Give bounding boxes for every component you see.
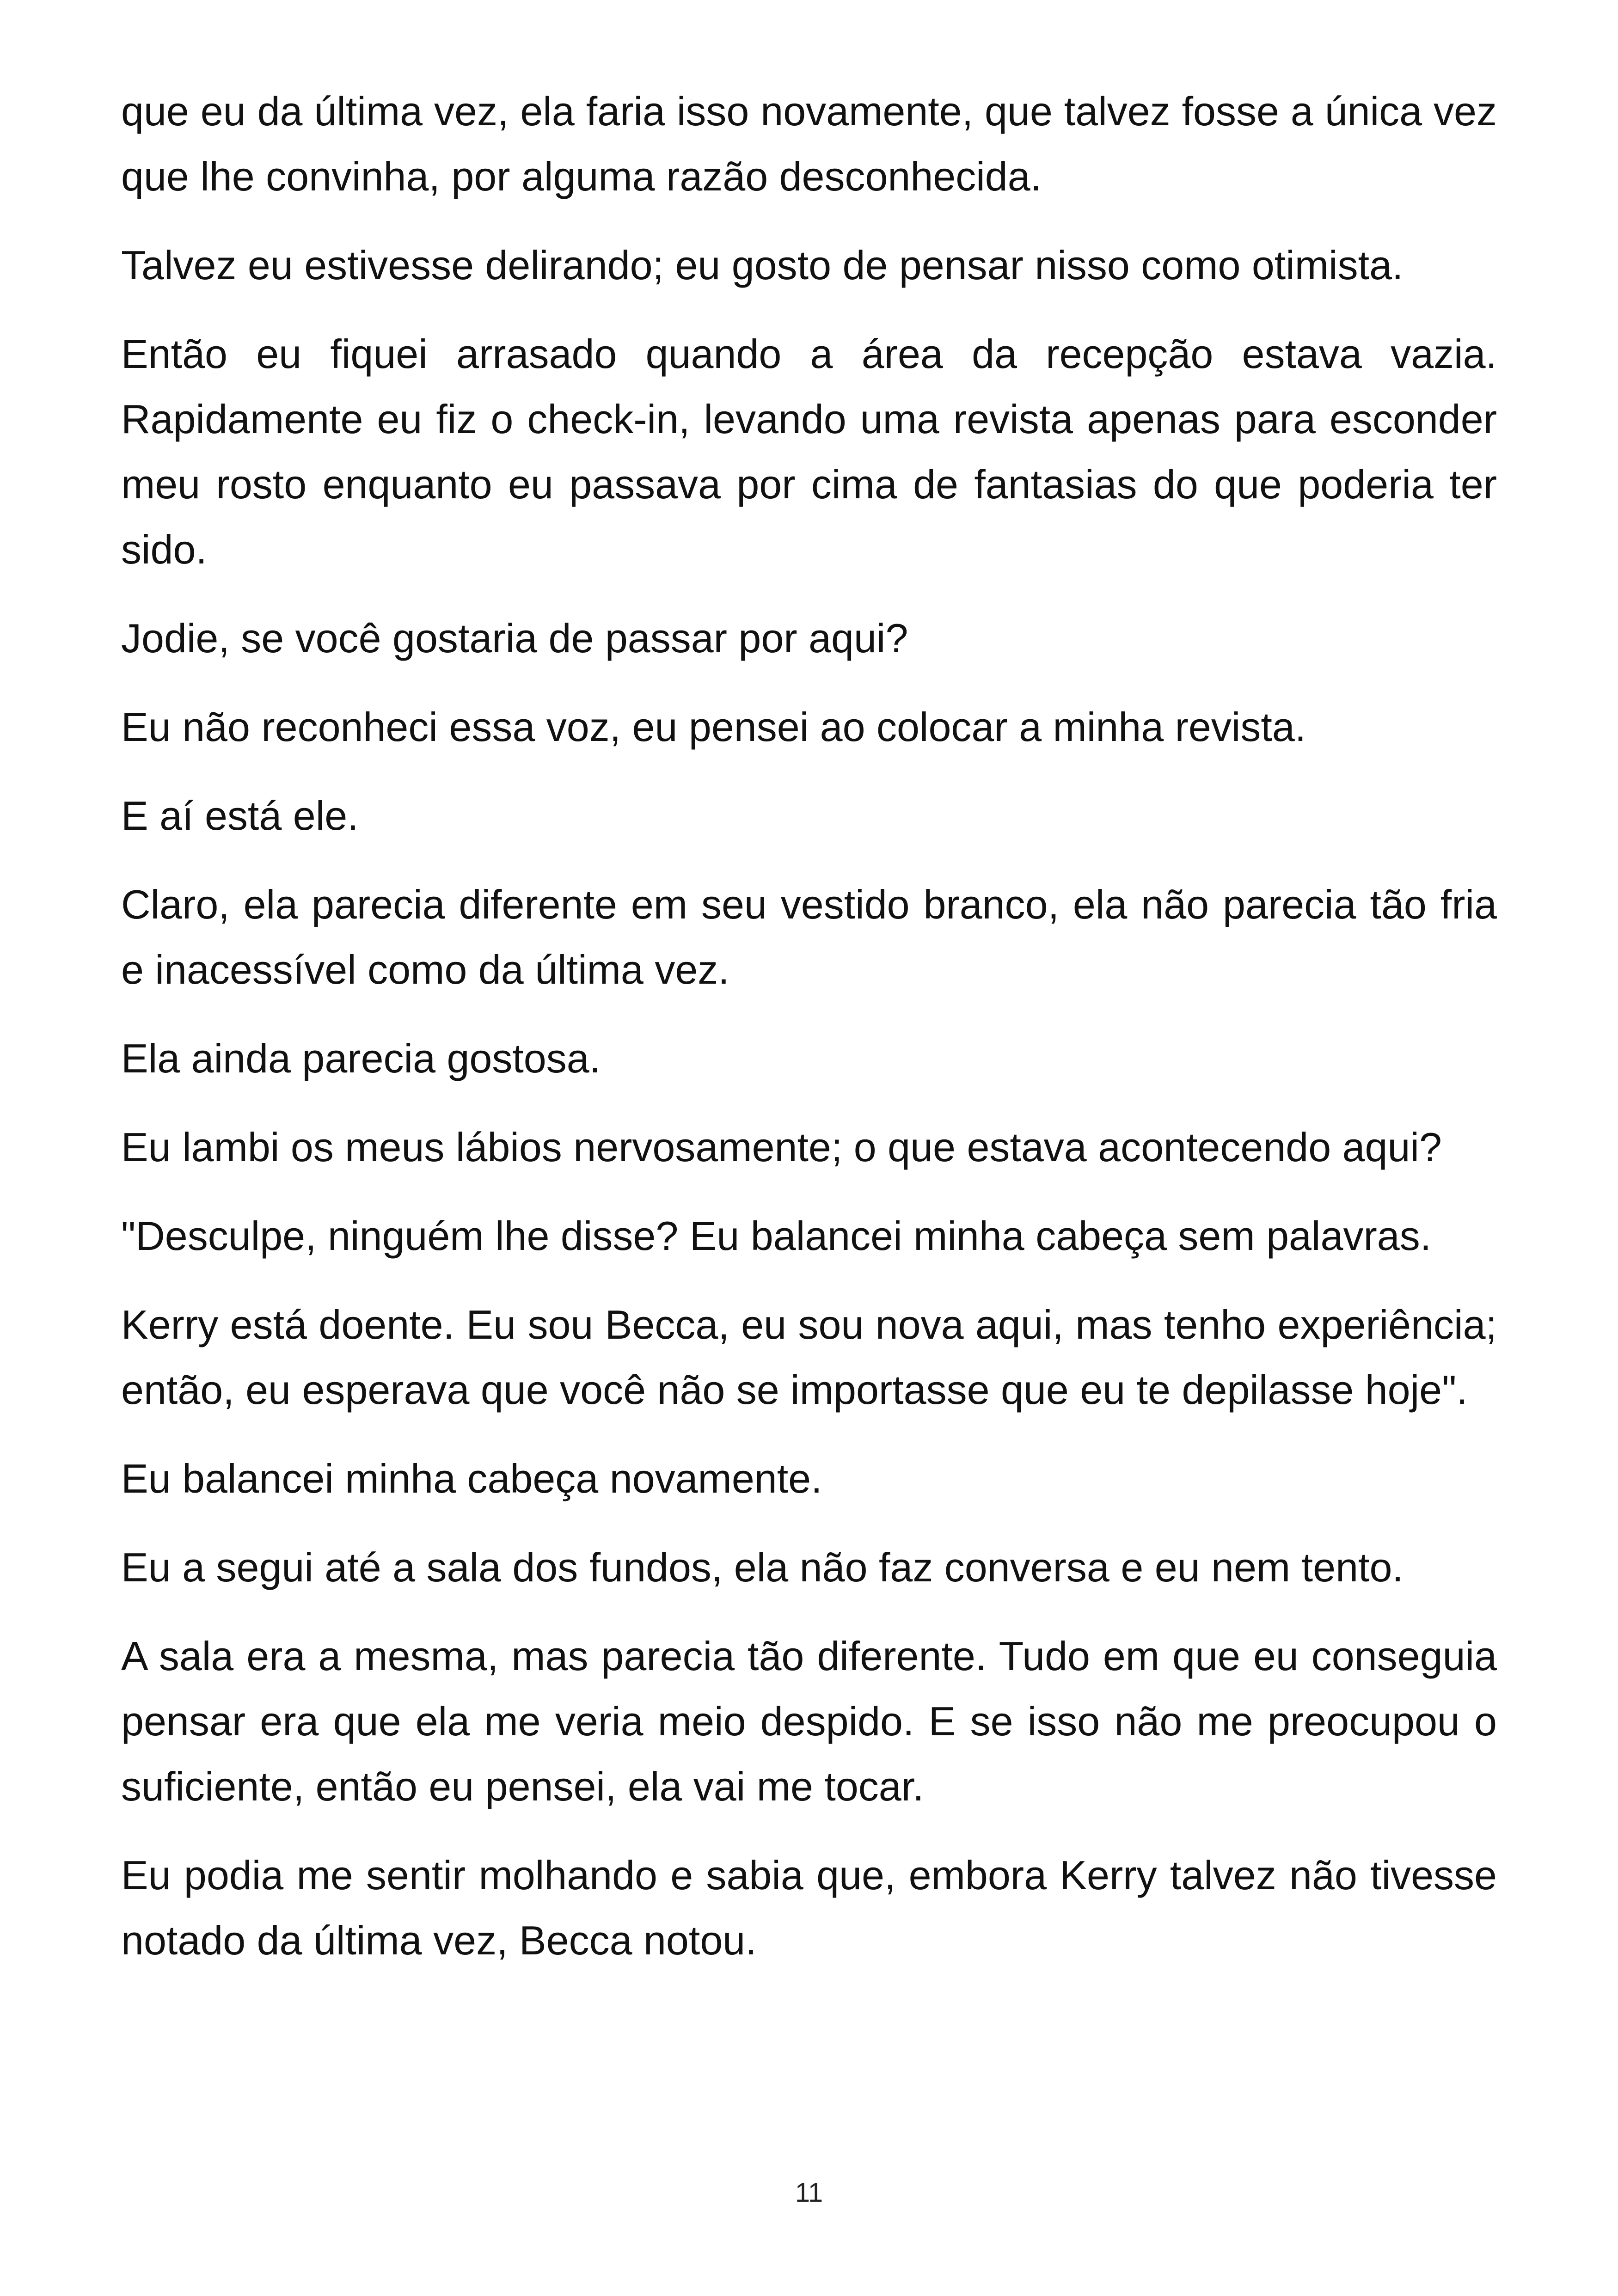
paragraph: Eu lambi os meus lábios nervosamente; o que estava acontecendo aqui? — [121, 1124, 1442, 1170]
paragraph: Ela ainda parecia gostosa. — [121, 1035, 601, 1081]
paragraph: A sala era a mesma, mas parecia tão diferente. Tudo em que eu conseguia pensar era que ela me veria meio despido. E se isso não me preocupou o suficiente, então eu pensei, ela vai me tocar. — [121, 1633, 1497, 1809]
paragraph: Eu balancei minha cabeça novamente. — [121, 1456, 822, 1501]
paragraph: Então eu fiquei arrasado quando a área da recepção estava vazia. Rapidamente eu fiz o check-in, levando uma revista apenas para esconder meu rosto enquanto eu passava por cima de fantasias do que poderia ter sido. — [121, 331, 1497, 572]
paragraph: que eu da última vez, ela faria isso novamente, que talvez fosse a única vez que lhe convinha, por alguma razão desconhecida. — [121, 88, 1497, 199]
paragraph: Eu a segui até a sala dos fundos, ela não faz conversa e eu nem tento. — [121, 1544, 1403, 1590]
paragraph: Claro, ela parecia diferente em seu vestido branco, ela não parecia tão fria e inacessível como da última vez. — [121, 882, 1497, 992]
paragraph: Eu não reconheci essa voz, eu pensei ao colocar a minha revista. — [121, 704, 1306, 750]
paragraph: E aí está ele. — [121, 793, 359, 839]
paragraph: "Desculpe, ninguém lhe disse? Eu balancei minha cabeça sem palavras. — [121, 1213, 1432, 1259]
paragraph: Eu podia me sentir molhando e sabia que, embora Kerry talvez não tivesse notado da última vez, Becca notou. — [121, 1852, 1497, 1963]
paragraph: Talvez eu estivesse delirando; eu gosto de pensar nisso como otimista. — [121, 242, 1403, 288]
paragraph: Jodie, se você gostaria de passar por aqui? — [121, 615, 908, 661]
document-body — [121, 79, 1497, 1996]
paragraph: Kerry está doente. Eu sou Becca, eu sou nova aqui, mas tenho experiência; então, eu esperava que você não se importasse que eu te depilasse hoje". — [121, 1302, 1497, 1413]
page-number: 11 — [795, 2178, 823, 2208]
